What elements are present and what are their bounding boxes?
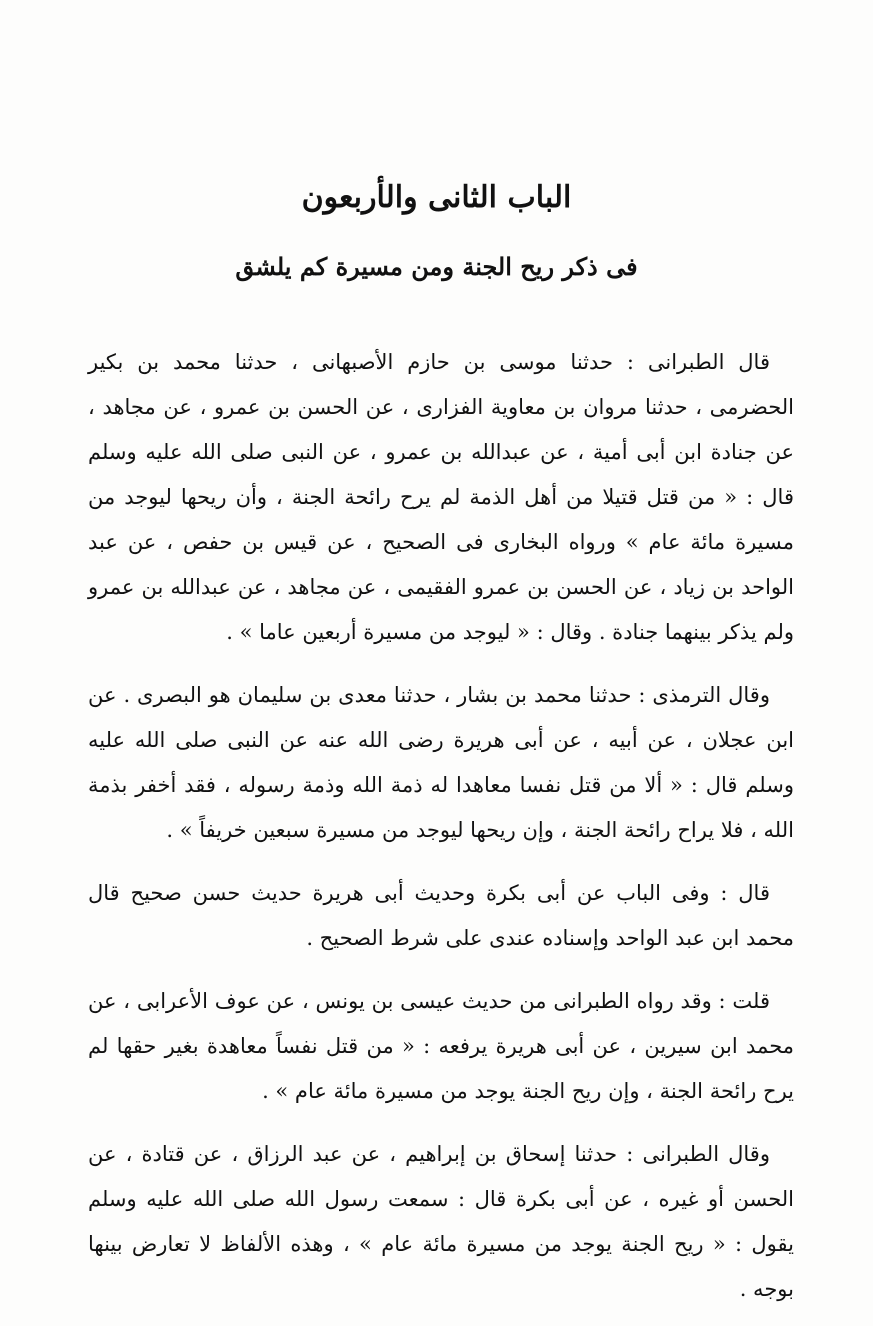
chapter-subtitle: فى ذكر ريح الجنة ومن مسيرة كم يلشق	[235, 252, 638, 281]
paragraph-author-comment: قلت : وقد رواه الطبرانى من حديث عيسى بن يونس ، عن عوف الأعرابى ، عن محمد ابن سيرين ، عن أبى هريرة يرفعه : « من قتل نفساً معاهدة بغير حقها لم يرح رائحة الجنة ، وإن ريح الجنة يوجد من مسيرة مائة عام » .	[88, 989, 794, 1103]
body-text	[88, 340, 794, 1312]
paragraph-tirmidhi-narration: وقال الترمذى : حدثنا محمد بن بشار ، حدثنا معدى بن سليمان هو البصرى . عن ابن عجلان ، عن أبيه ، عن أبى هريرة رضى الله عنه عن النبى صلى الله عليه وسلم قال : « ألا من قتل نفسا معاهدا له ذمة الله وذمة رسوله ، فقد أخفر بذمة الله ، فلا يراح رائحة الجنة ، وإن ريحها ليوجد من مسيرة سبعين خريفاً » .	[88, 683, 794, 842]
paragraph-final-narration: وقال الطبرانى : حدثنا إسحاق بن إبراهيم ، عن عبد الرزاق ، عن قتادة ، عن الحسن أو غيره ، عن أبى بكرة قال : سمعت رسول الله صلى الله عليه وسلم يقول : « ريح الجنة يوجد من مسيرة مائة عام » ، وهذه الألفاظ لا تعارض بينها بوجه .	[88, 1142, 794, 1301]
chapter-title: الباب الثانى والأربعون	[301, 180, 572, 215]
paragraph-chapter-note: قال : وفى الباب عن أبى بكرة وحديث أبى هريرة حديث حسن صحيح قال محمد ابن عبد الواحد وإسناده عندى على شرط الصحيح .	[88, 881, 794, 950]
paragraph-tabarani-narration: قال الطبرانى : حدثنا موسى بن حازم الأصبهانى ، حدثنا محمد بن بكير الحضرمى ، حدثنا مروان بن معاوية الفزارى ، عن الحسن بن عمرو ، عن مجاهد ، عن جنادة ابن أبى أمية ، عن عبدالله بن عمرو ، عن النبى صلى الله عليه وسلم قال : « من قتل قتيلا من أهل الذمة لم يرح رائحة الجنة ، وأن ريحها ليوجد من مسيرة مائة عام » ورواه البخارى فى الصحيح ، عن قيس بن حفص ، عن عبد الواحد بن زياد ، عن الحسن بن عمرو الفقيمى ، عن مجاهد ، عن عبدالله بن عمرو ولم يذكر بينهما جنادة . وقال : « ليوجد من مسيرة أربعين عاما » .	[88, 350, 794, 644]
